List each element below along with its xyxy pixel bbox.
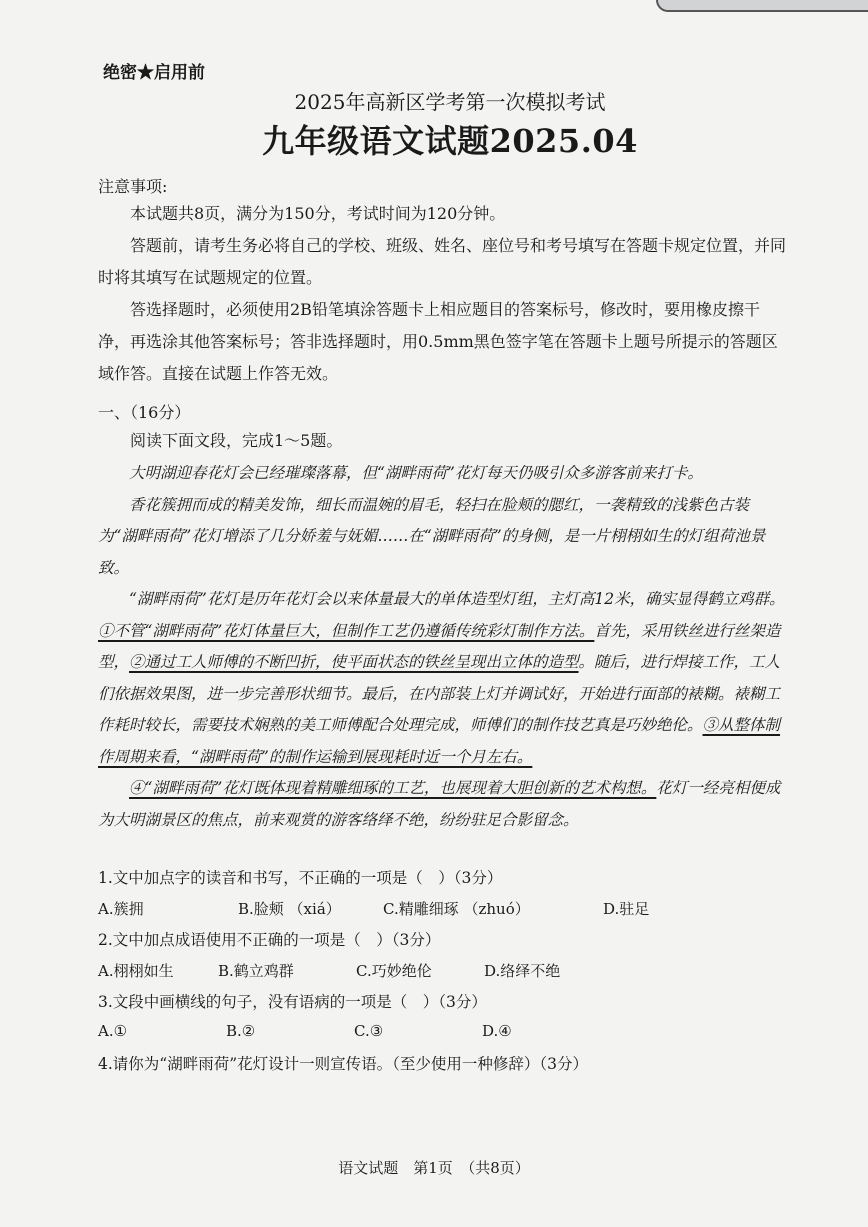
- passage-text: “湖畔雨荷”花灯是历年花灯会以来体量最大的单体造型灯组，主灯高12米，确实显得鹤立鸡群。: [129, 590, 785, 608]
- notice-heading: 注意事项:: [98, 177, 168, 196]
- passage-paragraph-2: [98, 490, 788, 585]
- notice-paragraph-3: 答选择题时，必须使用2B铅笔填涂答题卡上相应题目的答案标号，修改时，要用橡皮擦干净，再选涂其他答案标号；答非选择题时，用0.5mm黑色签字笔在答题卡上题号所提示的答题区域作答。直接在试题上作答无效。: [98, 300, 778, 383]
- confidential-label: 绝密★启用前: [103, 63, 205, 83]
- question-1: 1.文中加点字的读音和书写，不正确的一项是（ ）（3分）: [98, 869, 503, 887]
- notice-body: [98, 198, 788, 390]
- sentence-1: ①不管“湖畔雨荷”花灯体量巨大，但制作工艺仍遵循传统彩灯制作方法。: [98, 621, 595, 640]
- passage-text: 为“湖畔雨荷”花灯增添了几分娇羞与妩媚……在“湖畔雨荷”的身侧，是一片栩栩如生的灯组荷池景致。: [98, 527, 766, 577]
- q1-option-c: C.精雕细琢 （zhuó）: [383, 900, 530, 918]
- notice-paragraph-1: 本试题共8页，满分为150分，考试时间为120分钟。: [130, 204, 506, 223]
- question-2: 2.文中加点成语使用不正确的一项是（ ）（3分）: [98, 931, 441, 949]
- question-1-options: [98, 898, 649, 919]
- q2-option-a: A.栩栩如生: [98, 962, 174, 980]
- q2-option-b: B.鹤立鸡群: [218, 962, 294, 980]
- q3-option-b: B.②: [226, 1022, 256, 1040]
- reading-instruction: 阅读下面文段，完成1～5题。: [130, 431, 343, 450]
- section-heading: 一、（16分）: [98, 403, 191, 422]
- sentence-3: ③从整体制作周期来看，“湖畔雨荷”的制作运输到展现耗时近一个月左右。: [98, 716, 781, 766]
- passage-paragraph-1: 大明湖迎春花灯会已经璀璨落幕，但“湖畔雨荷”花灯每天仍吸引众多游客前来打卡。: [129, 464, 703, 482]
- q2-option-d: D.络绎不绝: [484, 962, 561, 980]
- question-3: 3.文段中画横线的句子，没有语病的一项是（ ）（3分）: [98, 993, 487, 1011]
- question-4: 4.请你为“湖畔雨荷”花灯设计一则宣传语。（至少使用一种修辞）（3分）: [98, 1055, 589, 1073]
- q3-option-c: C.③: [354, 1022, 384, 1040]
- exam-title: 九年级语文试题2025.04: [262, 122, 638, 160]
- notice-paragraph-2: 答题前，请考生务必将自己的学校、班级、姓名、座位号和考号填写在答题卡规定位置，并同时将其填写在试题规定的位置。: [98, 236, 787, 287]
- passage-paragraph-4: [98, 773, 788, 836]
- q1-option-d: D.驻足: [603, 900, 650, 918]
- passage-text: 花灯一经亮相便成为大明湖景区的焦点，前来观赏的游客络绎不绝，纷纷驻足合影留念。: [98, 779, 781, 829]
- page-footer: 语文试题 第1页 （共8页）: [338, 1159, 530, 1177]
- passage-text: 香花簇拥而成的精美发饰，细长而温婉的眉毛，轻扫在脸颊的腮红，一袭精致的浅紫色古装: [129, 495, 750, 514]
- sentence-4: ④“湖畔雨荷”花灯既体现着精雕细琢的工艺，也展现着大胆创新的艺术构想。: [129, 779, 657, 797]
- passage-paragraph-3: [98, 584, 788, 773]
- passage-text: 首先，采用铁丝进行丝架造型，: [98, 621, 781, 671]
- sentence-2: ②通过工人师傅的不断凹折，使平面状态的铁丝呈现出立体的造型: [129, 653, 579, 671]
- question-3-options: [98, 1022, 512, 1040]
- q2-option-c: C.巧妙绝伦: [356, 962, 432, 980]
- q3-option-d: D.④: [482, 1022, 512, 1040]
- q1-option-b: B.脸颊 （xiá）: [238, 900, 341, 918]
- q1-option-a: A.簇拥: [98, 900, 144, 918]
- reading-passage: [98, 458, 788, 836]
- q3-option-a: A.①: [98, 1022, 128, 1040]
- exam-subtitle: 2025年高新区学考第一次模拟考试: [294, 90, 606, 114]
- question-2-options: [98, 960, 560, 981]
- passage-text: 。随后，进行焊接工作，工人们依据效果图，进一步完善形状细节。最后，在内部装上灯并调试好，开始进行面部的裱糊。裱糊工作耗时较长，需要技术娴熟的美工师傅配合处理完成，师傅们的制作技艺真是巧妙绝伦。: [98, 653, 781, 734]
